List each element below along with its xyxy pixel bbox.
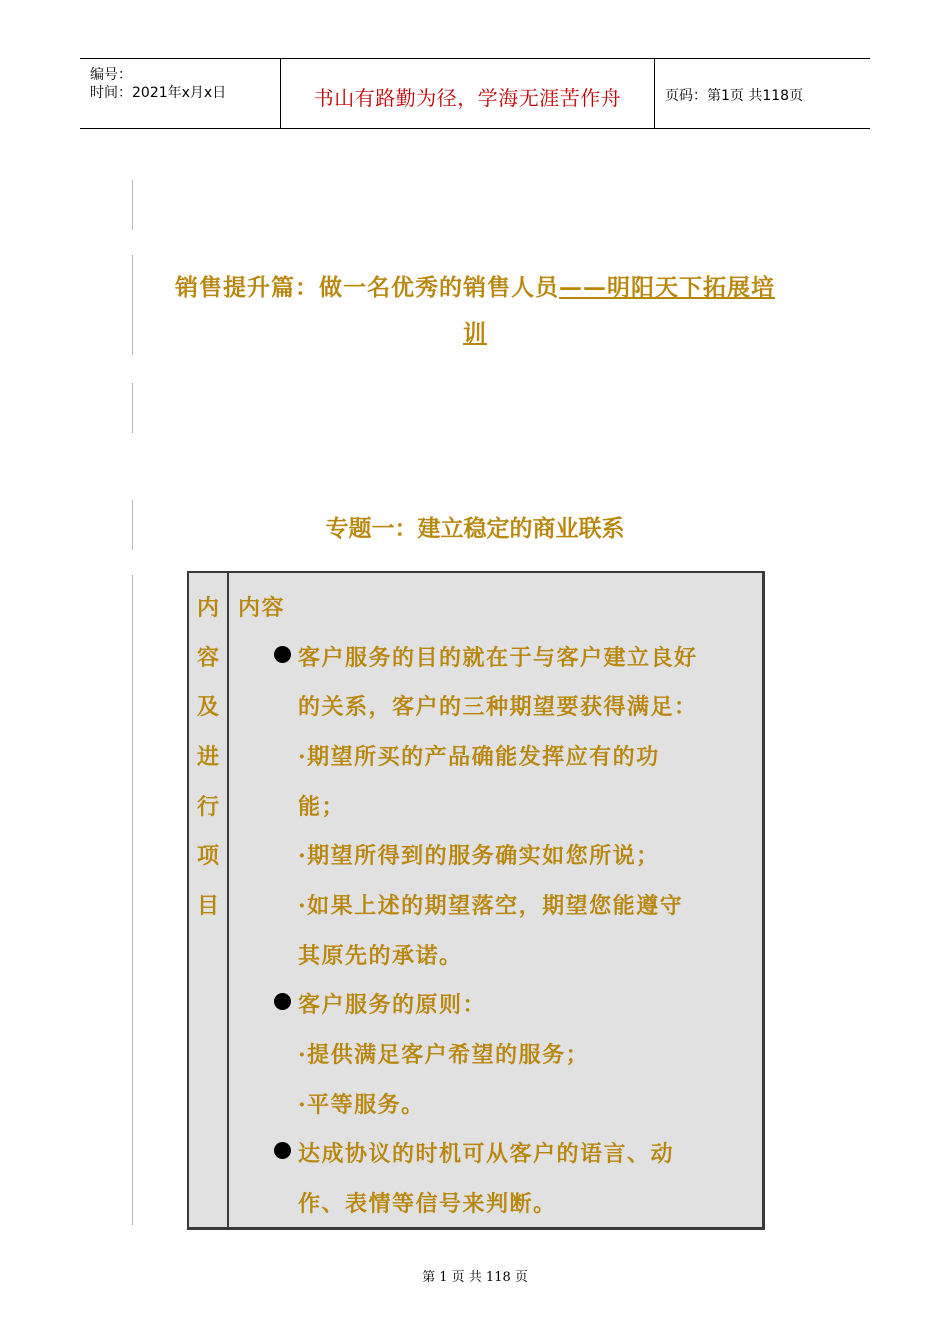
content-box — [187, 571, 765, 1230]
content-line: ·期望所买的产品确能发挥应有的功 — [298, 744, 660, 770]
serial-label: 编号： — [90, 67, 132, 83]
header-page-label: 页码：第1页 共118页 — [665, 88, 804, 104]
side-char: 及 — [196, 694, 219, 720]
title-line-2 — [130, 311, 820, 357]
time-label: 时间：2021年x月x日 — [90, 85, 227, 101]
content-line: 达成协议的时机可从客户的语言、动 — [298, 1141, 675, 1167]
side-char: 目 — [196, 893, 219, 919]
bullet-icon — [274, 646, 291, 663]
content-line: 其原先的承诺。 — [298, 943, 463, 969]
side-char: 行 — [196, 794, 219, 820]
header-motto: 书山有路勤为径，学海无涯苦作舟 — [313, 86, 622, 110]
title-underlined-part: ——明阳天下拓展培 — [559, 274, 775, 301]
side-char: 进 — [196, 744, 219, 770]
header-page-cell — [655, 59, 870, 128]
content-line: ·如果上述的期望落空，期望您能遵守 — [298, 893, 684, 919]
content-line: ·期望所得到的服务确实如您所说； — [298, 843, 660, 869]
content-line: 客户服务的目的就在于与客户建立良好 — [298, 645, 698, 671]
header-motto-cell — [281, 59, 655, 128]
title-main: 销售提升篇：做一名优秀的销售人员 — [175, 274, 559, 301]
content-line: ·提供满足客户希望的服务； — [298, 1042, 590, 1068]
side-char: 内 — [196, 595, 219, 621]
margin-mark — [132, 383, 133, 433]
content-line: 作、表情等信号来判断。 — [298, 1191, 557, 1217]
section-subtitle: 专题一：建立稳定的商业联系 — [325, 515, 625, 542]
box-heading: 内容 — [238, 595, 286, 621]
title-line-1 — [130, 265, 820, 311]
title-underlined-tail: 训 — [463, 320, 487, 347]
header-meta-cell — [80, 59, 281, 128]
box-divider — [227, 573, 229, 1227]
content-line: 客户服务的原则： — [298, 992, 487, 1018]
document-title — [130, 265, 820, 357]
bullet-icon — [274, 993, 291, 1010]
margin-mark — [132, 575, 133, 1225]
content-line: ·平等服务。 — [298, 1092, 425, 1118]
side-char: 项 — [196, 843, 219, 869]
bullet-icon — [274, 1142, 291, 1159]
page-header — [80, 58, 870, 129]
content-line: 能； — [298, 794, 346, 820]
margin-mark — [132, 180, 133, 230]
content-line: 的关系，客户的三种期望要获得满足： — [298, 694, 698, 720]
page-footer: 第 1 页 共 118 页 — [422, 1270, 528, 1285]
side-char: 容 — [196, 645, 219, 671]
